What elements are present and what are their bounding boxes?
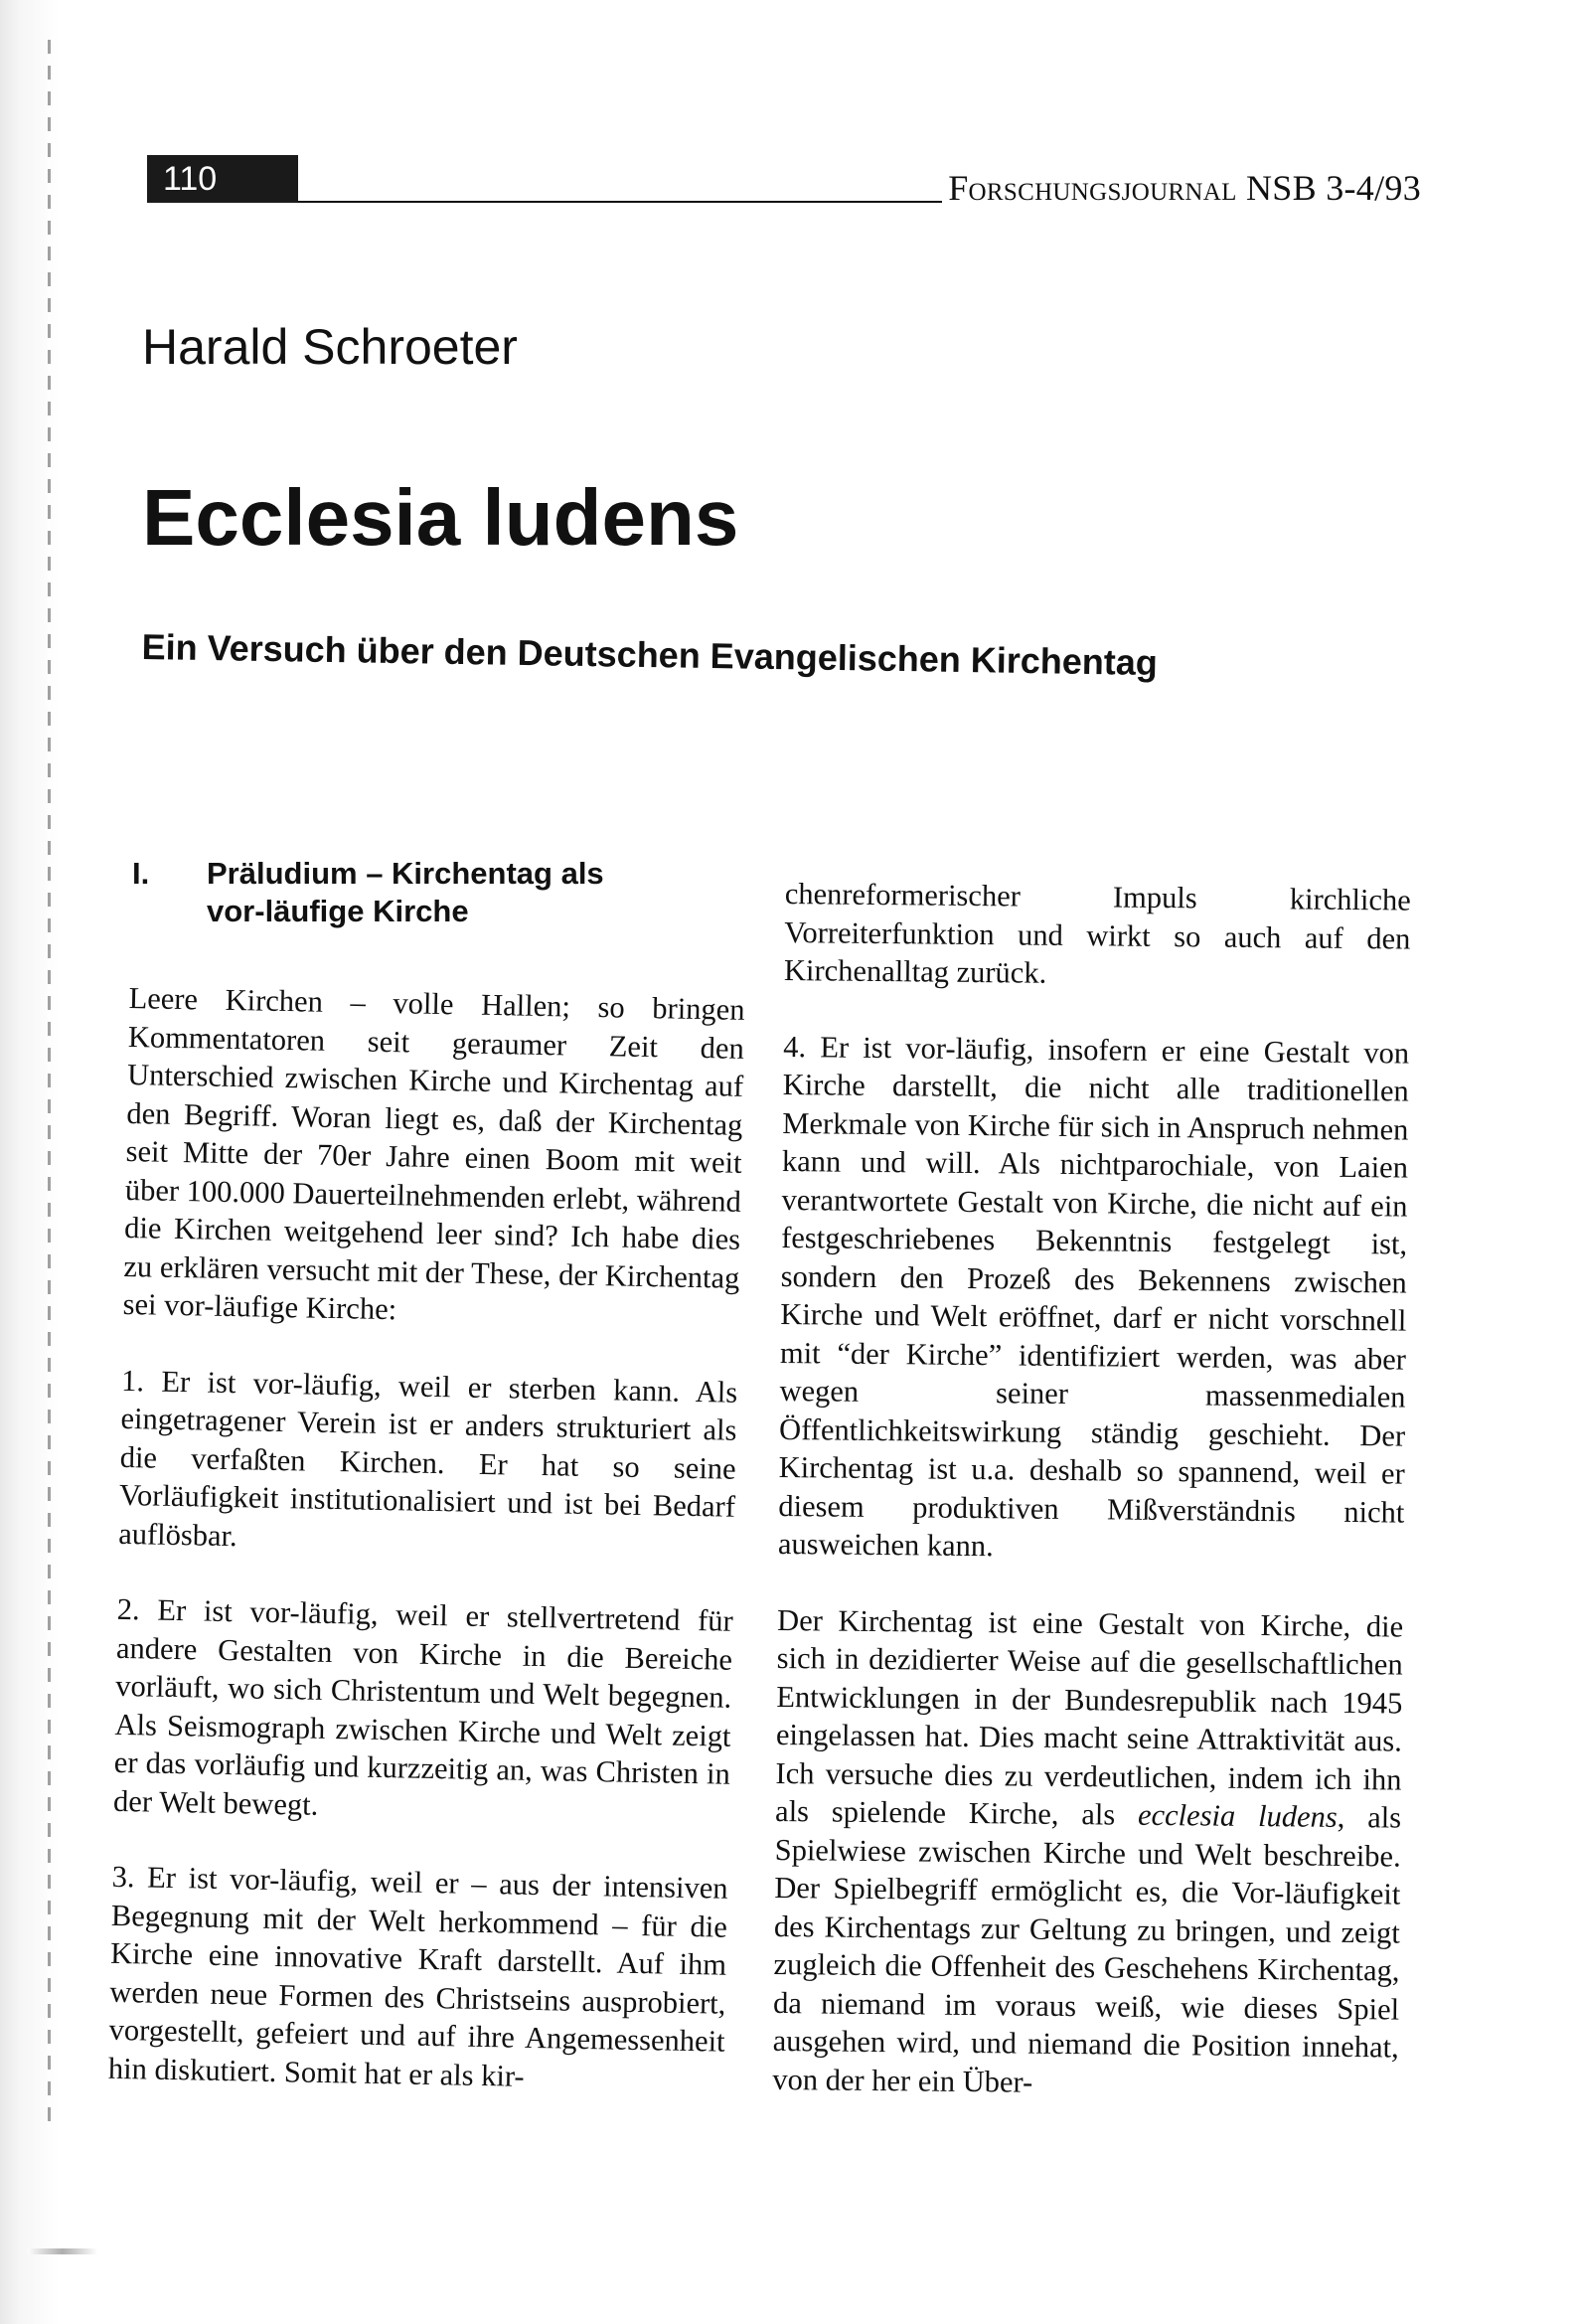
author-name: Harald Schroeter bbox=[142, 319, 518, 375]
page-header bbox=[147, 147, 1421, 217]
left-paragraph-thesis-3: 3. Er ist vor-läufig, weil er – aus der intensiven Begegnung mit der Welt herkommend – für die Kirche eine innovative Kraft darstellt. Auf ihm werden neue Formen des Christseins ausprobiert, vorgestellt, gefeiert und auf ihre Angemessenheit hin diskutiert. Somit hat er als kir- bbox=[107, 1859, 728, 2093]
left-column bbox=[107, 979, 745, 2137]
left-paragraph-thesis-1: 1. Er ist vor-läufig, weil er sterben kann. Als eingetragener Verein ist er anders strukturiert als die verfaßten Kirchen. Er hat so seine Vorläufigkeit institutionalisiert und ist bei Bedarf auflösbar. bbox=[117, 1363, 738, 1553]
paragraph-text-start: Der Kirchentag ist eine Gestalt von Kirche, die sich in dezidierter Weise auf die gesellschaftlichen Entwicklungen in der Bundesrepublik nach 1945 eingelassen hat. Dies macht seine Attraktivität aus. Ich versuche dies zu verdeutlichen, indem ich ihn als spielende Kirche, als bbox=[774, 1602, 1404, 1832]
page-number: 110 bbox=[147, 155, 298, 203]
scan-edge-shadow bbox=[0, 0, 60, 2324]
section-title bbox=[207, 855, 763, 930]
right-paragraph-thesis-4: 4. Er ist vor-läufig, insofern er eine Gestalt von Kirche darstellt, die nicht alle traditionellen Merkmale von Kirche für sich in Anspruch nehmen kann und will. Als nichtparochiale, von Laien verantwortete Gestalt von Kirche, die nicht auf ein festgeschriebenes Bekenntnis festgelegt ist, sondern den Prozeß des Bekennens zwischen Kirche und Welt eröffnet, darf er nicht vorschnell mit “der Kirche” identifiziert werden, was aber wegen seiner massenmedialen Öffentlichkeitswirkung ständig geschieht. Der Kirchentag ist u.a. deshalb so spannend, weil er diesem produktiven Mißverständnis nicht ausweichen kann. bbox=[777, 1029, 1410, 1564]
journal-title: Forschungsjournal NSB 3-4/93 bbox=[942, 167, 1421, 209]
left-paragraph-intro: Leere Kirchen – volle Hallen; so bringen Kommentatoren seit geraumer Zeit den Unterschied zwischen Kirche und Kirchentag auf den Begriff. Woran liegt es, daß der Kirchentag seit Mitte der 70er Jahre einen Boom mit weit über 100.000 Dauerteilnehmenden erlebt, während die Kirchen weitgehend leer sind? Ich habe dies zu erklären versucht mit der These, der Kirchentag sei vor-läufige Kirche: bbox=[122, 980, 745, 1327]
right-paragraph-continuation: chenreformerischer Impuls kirchliche Vorreiterfunktion und wirkt so auch auf den Kirchenalltag zurück. bbox=[783, 876, 1411, 990]
right-column bbox=[772, 875, 1411, 2143]
scan-binding-line bbox=[48, 40, 51, 2127]
article-title: Ecclesia ludens bbox=[142, 473, 739, 562]
scan-smudge bbox=[28, 2248, 97, 2254]
section-title-line-2: vor-läufige Kirche bbox=[207, 894, 469, 928]
left-paragraph-thesis-2: 2. Er ist vor-läufig, weil er stellvertretend für andere Gestalten von Kirche in die Bereiche vorläuft, wo sich Christentum und Welt begegnen. Als Seismograph zwischen Kirche und Welt zeigt er das vorläufig und kurzzeitig an, was Christen in der Welt bewegt. bbox=[112, 1591, 734, 1822]
paragraph-text-end: , als Spielwiese zwischen Kirche und Welt beschreibe. Der Spielbegriff ermöglicht es, die Vor-läufigkeit des Kirchentags zur Geltung zu bringen, und zeigt zugleich die Offenheit des Geschehens Kirchentag, da niemand im voraus weiß, wie dieses Spiel ausgehen wird, und niemand die Position innehat, von der her ein Über- bbox=[772, 1799, 1402, 2099]
section-number: I. bbox=[132, 856, 150, 891]
section-title-line-1: Präludium – Kirchentag als bbox=[207, 856, 604, 891]
right-paragraph-ecclesia-ludens bbox=[772, 1600, 1403, 2104]
article-subtitle: Ein Versuch über den Deutschen Evangelischen Kirchentag bbox=[141, 626, 1159, 684]
italic-term: ecclesia ludens bbox=[1137, 1797, 1338, 1834]
